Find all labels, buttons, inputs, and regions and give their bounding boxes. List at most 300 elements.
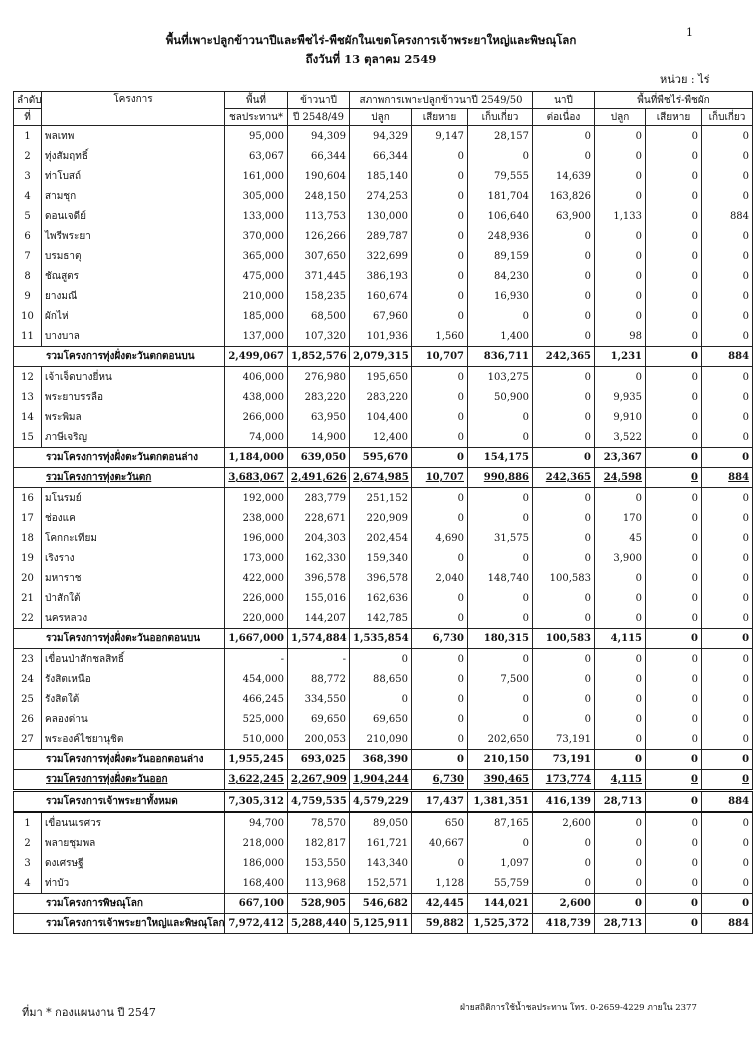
value-cell: 370,000: [225, 226, 288, 246]
value-cell: 0: [533, 126, 595, 147]
value-cell: 0: [412, 588, 468, 608]
value-cell: 1,560: [412, 326, 468, 347]
value-cell: 0: [412, 649, 468, 670]
header-field-harvest: เก็บเกี่ยว: [702, 109, 753, 126]
value-cell: 0: [412, 508, 468, 528]
value-cell: 1,400: [468, 326, 533, 347]
value-cell: [595, 468, 646, 488]
table-row: [14, 508, 753, 528]
header-cont: นาปี: [533, 92, 595, 109]
row-number: 9: [14, 286, 42, 306]
value-cell: 9,935: [595, 387, 646, 407]
value-cell: 406,000: [225, 367, 288, 388]
value-cell: 113,753: [288, 206, 350, 226]
value-cell: 0: [702, 427, 753, 448]
value-cell: 163,826: [533, 186, 595, 206]
page-number: 1: [686, 26, 693, 39]
summary-label-text: รวมโครงการทุ่งฝั่งตะวันออก: [46, 774, 168, 785]
value-cell: 0: [595, 246, 646, 266]
value-cell: 0: [646, 812, 702, 833]
value-cell: 0: [595, 649, 646, 670]
value-cell: 334,550: [288, 689, 350, 709]
row-number: 23: [14, 649, 42, 670]
table-row: [14, 206, 753, 226]
value-cell: 0: [533, 326, 595, 347]
value-cell: 0: [350, 649, 412, 670]
value-cell-text: 6,730: [432, 774, 464, 785]
value-cell-text: 242,365: [545, 472, 591, 483]
value-cell: 160,674: [350, 286, 412, 306]
value-cell: 154,175: [468, 448, 533, 468]
value-cell: 274,253: [350, 186, 412, 206]
header-no-sub: ที่: [14, 109, 42, 126]
value-cell: [350, 770, 412, 791]
value-cell: 88,650: [350, 669, 412, 689]
value-cell: 396,578: [350, 568, 412, 588]
value-cell: 153,550: [288, 853, 350, 873]
header-no: ลำดับ: [14, 92, 42, 109]
value-cell: 7,500: [468, 669, 533, 689]
project-name: ท่าโบสถ์: [42, 166, 225, 186]
value-cell: 162,636: [350, 588, 412, 608]
value-cell: 0: [646, 568, 702, 588]
value-cell: 0: [533, 833, 595, 853]
value-cell: 202,454: [350, 528, 412, 548]
value-cell: 0: [595, 286, 646, 306]
value-cell: 0: [702, 669, 753, 689]
value-cell: [225, 468, 288, 488]
value-cell: 5,288,440: [288, 914, 350, 934]
value-cell: 276,980: [288, 367, 350, 388]
row-number: 20: [14, 568, 42, 588]
report-date: ถึงวันที่ 13 ตุลาคม 2549: [305, 52, 437, 66]
header-cont-sub: ต่อเนื่อง: [533, 109, 595, 126]
header-field-damage: เสียหาย: [646, 109, 702, 126]
project-name: พระยาบรรลือ: [42, 387, 225, 407]
header-damage: เสียหาย: [412, 109, 468, 126]
value-cell: 226,000: [225, 588, 288, 608]
value-cell: 0: [702, 286, 753, 306]
value-cell: 0: [533, 508, 595, 528]
value-cell: 0: [468, 306, 533, 326]
project-name: เริงราง: [42, 548, 225, 568]
value-cell: 0: [646, 873, 702, 894]
value-cell: 528,905: [288, 894, 350, 914]
value-cell: 180,315: [468, 629, 533, 649]
value-cell: 87,165: [468, 812, 533, 833]
value-cell: 4,115: [595, 629, 646, 649]
value-cell: 0: [412, 306, 468, 326]
project-name: ชัณสูตร: [42, 266, 225, 286]
header-harvest: เก็บเกี่ยว: [468, 109, 533, 126]
value-cell: [702, 770, 753, 791]
value-cell: 107,320: [288, 326, 350, 347]
value-cell: 1,128: [412, 873, 468, 894]
value-cell: 0: [533, 528, 595, 548]
value-cell: 595,670: [350, 448, 412, 468]
value-cell: 0: [533, 649, 595, 670]
value-cell: 152,571: [350, 873, 412, 894]
value-cell: 220,909: [350, 508, 412, 528]
summary-label: รวมโครงการทุ่งฝั่งตะวันตกตอนบน: [14, 347, 225, 367]
value-cell: 0: [702, 568, 753, 588]
value-cell: 95,000: [225, 126, 288, 147]
value-cell: 31,575: [468, 528, 533, 548]
value-cell: 305,000: [225, 186, 288, 206]
value-cell: 3,522: [595, 427, 646, 448]
value-cell: 220,000: [225, 608, 288, 629]
value-cell: 182,817: [288, 833, 350, 853]
value-cell: 0: [468, 833, 533, 853]
project-name: สามชุก: [42, 186, 225, 206]
value-cell-text: 3,683,067: [228, 472, 284, 483]
value-cell: 101,936: [350, 326, 412, 347]
value-cell-text: 2,674,985: [353, 472, 409, 483]
row-number: 2: [14, 146, 42, 166]
value-cell: 0: [412, 853, 468, 873]
value-cell: [225, 770, 288, 791]
row-number: 3: [14, 166, 42, 186]
value-cell: 94,309: [288, 126, 350, 147]
value-cell: 0: [646, 629, 702, 649]
value-cell: 0: [468, 709, 533, 729]
value-cell: 0: [595, 306, 646, 326]
value-cell: 113,968: [288, 873, 350, 894]
value-cell: 0: [468, 508, 533, 528]
value-cell: 142,785: [350, 608, 412, 629]
summary-row: [14, 791, 753, 813]
value-cell: 16,930: [468, 286, 533, 306]
value-cell: 0: [412, 146, 468, 166]
header-plant: ปลูก: [350, 109, 412, 126]
value-cell: 0: [595, 266, 646, 286]
value-cell: 0: [646, 894, 702, 914]
value-cell: 1,133: [595, 206, 646, 226]
project-name: พระองค์ไชยานุชิต: [42, 729, 225, 750]
value-cell: 0: [468, 689, 533, 709]
value-cell: 0: [595, 689, 646, 709]
value-cell: 0: [533, 709, 595, 729]
value-cell: 0: [468, 548, 533, 568]
value-cell: 185,140: [350, 166, 412, 186]
row-number: 7: [14, 246, 42, 266]
value-cell: 0: [533, 548, 595, 568]
value-cell: 0: [646, 588, 702, 608]
value-cell: 0: [646, 608, 702, 629]
value-cell-text: 990,886: [483, 472, 529, 483]
value-cell: 168,400: [225, 873, 288, 894]
value-cell: 2,600: [533, 894, 595, 914]
value-cell: 0: [646, 448, 702, 468]
summary-label: [14, 468, 225, 488]
value-cell: 0: [595, 894, 646, 914]
value-cell: 466,245: [225, 689, 288, 709]
value-cell: 365,000: [225, 246, 288, 266]
value-cell: 283,220: [350, 387, 412, 407]
value-cell-text: 10,707: [425, 472, 464, 483]
value-cell: 0: [468, 488, 533, 509]
header-prev-sub: ปี 2548/49: [288, 109, 350, 126]
summary-label: รวมโครงการเจ้าพระยาทั้งหมด: [14, 791, 225, 813]
value-cell: 106,640: [468, 206, 533, 226]
table-row: [14, 608, 753, 629]
value-cell: 192,000: [225, 488, 288, 509]
value-cell: 0: [646, 914, 702, 934]
value-cell: 0: [646, 729, 702, 750]
value-cell-text: 390,465: [483, 774, 529, 785]
value-cell: 0: [595, 166, 646, 186]
table-row: [14, 387, 753, 407]
value-cell: 4,690: [412, 528, 468, 548]
value-cell: 0: [646, 226, 702, 246]
table-row: [14, 326, 753, 347]
value-cell: 0: [412, 186, 468, 206]
header-project: โครงการ: [42, 92, 225, 126]
value-cell: 0: [646, 833, 702, 853]
value-cell: 7,305,312: [225, 791, 288, 813]
value-cell: 0: [533, 608, 595, 629]
value-cell: [702, 468, 753, 488]
value-cell: 0: [533, 588, 595, 608]
value-cell: 155,016: [288, 588, 350, 608]
project-name: พระพิมล: [42, 407, 225, 427]
value-cell: 10,707: [412, 347, 468, 367]
project-name: ช่องแค: [42, 508, 225, 528]
row-number: 2: [14, 833, 42, 853]
value-cell: [533, 468, 595, 488]
value-cell: 475,000: [225, 266, 288, 286]
summary-label: รวมโครงการพิษณุโลก: [14, 894, 225, 914]
value-cell: 386,193: [350, 266, 412, 286]
value-cell: 510,000: [225, 729, 288, 750]
value-cell: [288, 770, 350, 791]
value-cell: 89,050: [350, 812, 412, 833]
header-area-sub: ชลประทาน*: [225, 109, 288, 126]
value-cell: 0: [412, 608, 468, 629]
table-row: [14, 146, 753, 166]
value-cell: 0: [595, 669, 646, 689]
value-cell: 161,721: [350, 833, 412, 853]
value-cell: 0: [533, 669, 595, 689]
value-cell: 0: [702, 873, 753, 894]
value-cell: 143,340: [350, 853, 412, 873]
value-cell-text: 0: [691, 472, 698, 483]
value-cell: 28,157: [468, 126, 533, 147]
value-cell: [646, 770, 702, 791]
value-cell: 202,650: [468, 729, 533, 750]
value-cell: 0: [702, 186, 753, 206]
value-cell: [288, 468, 350, 488]
project-name: รังสิตเหนือ: [42, 669, 225, 689]
value-cell: 0: [702, 528, 753, 548]
summary-row: [14, 914, 753, 934]
value-cell: 422,000: [225, 568, 288, 588]
value-cell: 0: [412, 709, 468, 729]
value-cell: 0: [468, 608, 533, 629]
project-name: พลเทพ: [42, 126, 225, 147]
value-cell: 0: [595, 608, 646, 629]
value-cell: 98: [595, 326, 646, 347]
value-cell: 0: [595, 853, 646, 873]
report-title: พื้นที่เพาะปลูกข้าวนาปีและพืชไร่-พืชผักในเขตโครงการเจ้าพระยาใหญ่และพิษณุโลก: [165, 33, 577, 47]
value-cell: 0: [468, 146, 533, 166]
value-cell: 0: [646, 206, 702, 226]
value-cell: 144,021: [468, 894, 533, 914]
table-row: [14, 246, 753, 266]
project-name: บรมธาตุ: [42, 246, 225, 266]
header-area: พื้นที่: [225, 92, 288, 109]
value-cell: 0: [468, 427, 533, 448]
header-field: พื้นที่พืชไร่-พืชผัก: [595, 92, 753, 109]
value-cell: 0: [533, 306, 595, 326]
row-number: 8: [14, 266, 42, 286]
value-cell: 185,000: [225, 306, 288, 326]
row-number: 24: [14, 669, 42, 689]
value-cell: 0: [702, 588, 753, 608]
value-cell: 0: [533, 146, 595, 166]
value-cell: 0: [412, 669, 468, 689]
row-number: 3: [14, 853, 42, 873]
value-cell: 159,340: [350, 548, 412, 568]
row-number: 25: [14, 689, 42, 709]
value-cell-text: 2,267,909: [291, 774, 347, 785]
value-cell: 546,682: [350, 894, 412, 914]
value-cell: 4,579,229: [350, 791, 412, 813]
value-cell: 283,220: [288, 387, 350, 407]
value-cell: 7,972,412: [225, 914, 288, 934]
summary-label: รวมโครงการทุ่งฝั่งตะวันตกตอนล่าง: [14, 448, 225, 468]
value-cell: 0: [646, 347, 702, 367]
value-cell: 0: [702, 833, 753, 853]
value-cell: 63,900: [533, 206, 595, 226]
value-cell: 79,555: [468, 166, 533, 186]
row-number: 15: [14, 427, 42, 448]
value-cell: 55,759: [468, 873, 533, 894]
value-cell: 0: [702, 166, 753, 186]
project-name: ทุ่งสัมฤทธิ์: [42, 146, 225, 166]
value-cell: 94,329: [350, 126, 412, 147]
table-row: [14, 548, 753, 568]
value-cell: 0: [412, 729, 468, 750]
value-cell: 454,000: [225, 669, 288, 689]
value-cell: 210,150: [468, 750, 533, 770]
value-cell-text: 0: [742, 774, 750, 785]
value-cell: 0: [595, 750, 646, 770]
value-cell: 0: [412, 206, 468, 226]
value-cell: 251,152: [350, 488, 412, 509]
value-cell: 0: [702, 488, 753, 509]
value-cell: 0: [533, 246, 595, 266]
project-name: เขื่อนนเรศวร: [42, 812, 225, 833]
value-cell: 0: [412, 367, 468, 388]
value-cell: 650: [412, 812, 468, 833]
table-row: [14, 689, 753, 709]
value-cell: 1,574,884: [288, 629, 350, 649]
value-cell-text: 24,598: [603, 472, 642, 483]
value-cell: 0: [595, 126, 646, 147]
value-cell: -: [225, 649, 288, 670]
value-cell: 133,000: [225, 206, 288, 226]
value-cell: -: [288, 649, 350, 670]
value-cell: 45: [595, 528, 646, 548]
value-cell: 66,344: [350, 146, 412, 166]
project-name: ผักไห่: [42, 306, 225, 326]
value-cell: 67,960: [350, 306, 412, 326]
value-cell: 17,437: [412, 791, 468, 813]
value-cell: 73,191: [533, 750, 595, 770]
value-cell: 162,330: [288, 548, 350, 568]
value-cell: 0: [595, 812, 646, 833]
footer-contact: ฝ่ายสถิติการใช้น้ำชลประทาน โทร. 0-2659-4229 ภายใน 2377: [460, 1003, 697, 1013]
value-cell: 9,147: [412, 126, 468, 147]
table-row: [14, 126, 753, 147]
row-number: 5: [14, 206, 42, 226]
project-name: ภาษีเจริญ: [42, 427, 225, 448]
value-cell: 218,000: [225, 833, 288, 853]
summary-label: รวมโครงการทุ่งฝั่งตะวันออกตอนล่าง: [14, 750, 225, 770]
unit-label: หน่วย : ไร่: [660, 73, 710, 86]
value-cell: 0: [646, 126, 702, 147]
value-cell: [412, 468, 468, 488]
value-cell: 0: [595, 709, 646, 729]
value-cell: 0: [533, 407, 595, 427]
value-cell: 69,650: [288, 709, 350, 729]
table-row: [14, 568, 753, 588]
row-number: 4: [14, 873, 42, 894]
summary-label: [14, 770, 225, 791]
table-row: [14, 427, 753, 448]
table-row: [14, 873, 753, 894]
row-number: 13: [14, 387, 42, 407]
value-cell: 0: [595, 146, 646, 166]
value-cell: 396,578: [288, 568, 350, 588]
value-cell: 103,275: [468, 367, 533, 388]
table-row: [14, 488, 753, 509]
value-cell: 200,053: [288, 729, 350, 750]
summary-label-text: รวมโครงการทุ่งตะวันตก: [46, 472, 152, 483]
table-row: [14, 588, 753, 608]
value-cell: 289,787: [350, 226, 412, 246]
value-cell: 884: [702, 791, 753, 813]
table-row: [14, 729, 753, 750]
value-cell: 884: [702, 206, 753, 226]
value-cell: 283,779: [288, 488, 350, 509]
value-cell-text: 884: [728, 472, 750, 483]
value-cell: 130,000: [350, 206, 412, 226]
value-cell: 0: [646, 367, 702, 388]
value-cell: 100,583: [533, 629, 595, 649]
value-cell: [595, 770, 646, 791]
value-cell: 148,740: [468, 568, 533, 588]
summary-row: [14, 448, 753, 468]
value-cell: 74,000: [225, 427, 288, 448]
value-cell: 196,000: [225, 528, 288, 548]
value-cell: 0: [646, 689, 702, 709]
value-cell: 94,700: [225, 812, 288, 833]
value-cell: 0: [412, 226, 468, 246]
value-cell: 0: [702, 853, 753, 873]
value-cell: 104,400: [350, 407, 412, 427]
value-cell: 0: [533, 266, 595, 286]
value-cell: 144,207: [288, 608, 350, 629]
value-cell: 66,344: [288, 146, 350, 166]
value-cell: 0: [412, 448, 468, 468]
value-cell: 23,367: [595, 448, 646, 468]
project-name: คลองด่าน: [42, 709, 225, 729]
row-number: 11: [14, 326, 42, 347]
value-cell: 0: [646, 266, 702, 286]
value-cell: 69,650: [350, 709, 412, 729]
